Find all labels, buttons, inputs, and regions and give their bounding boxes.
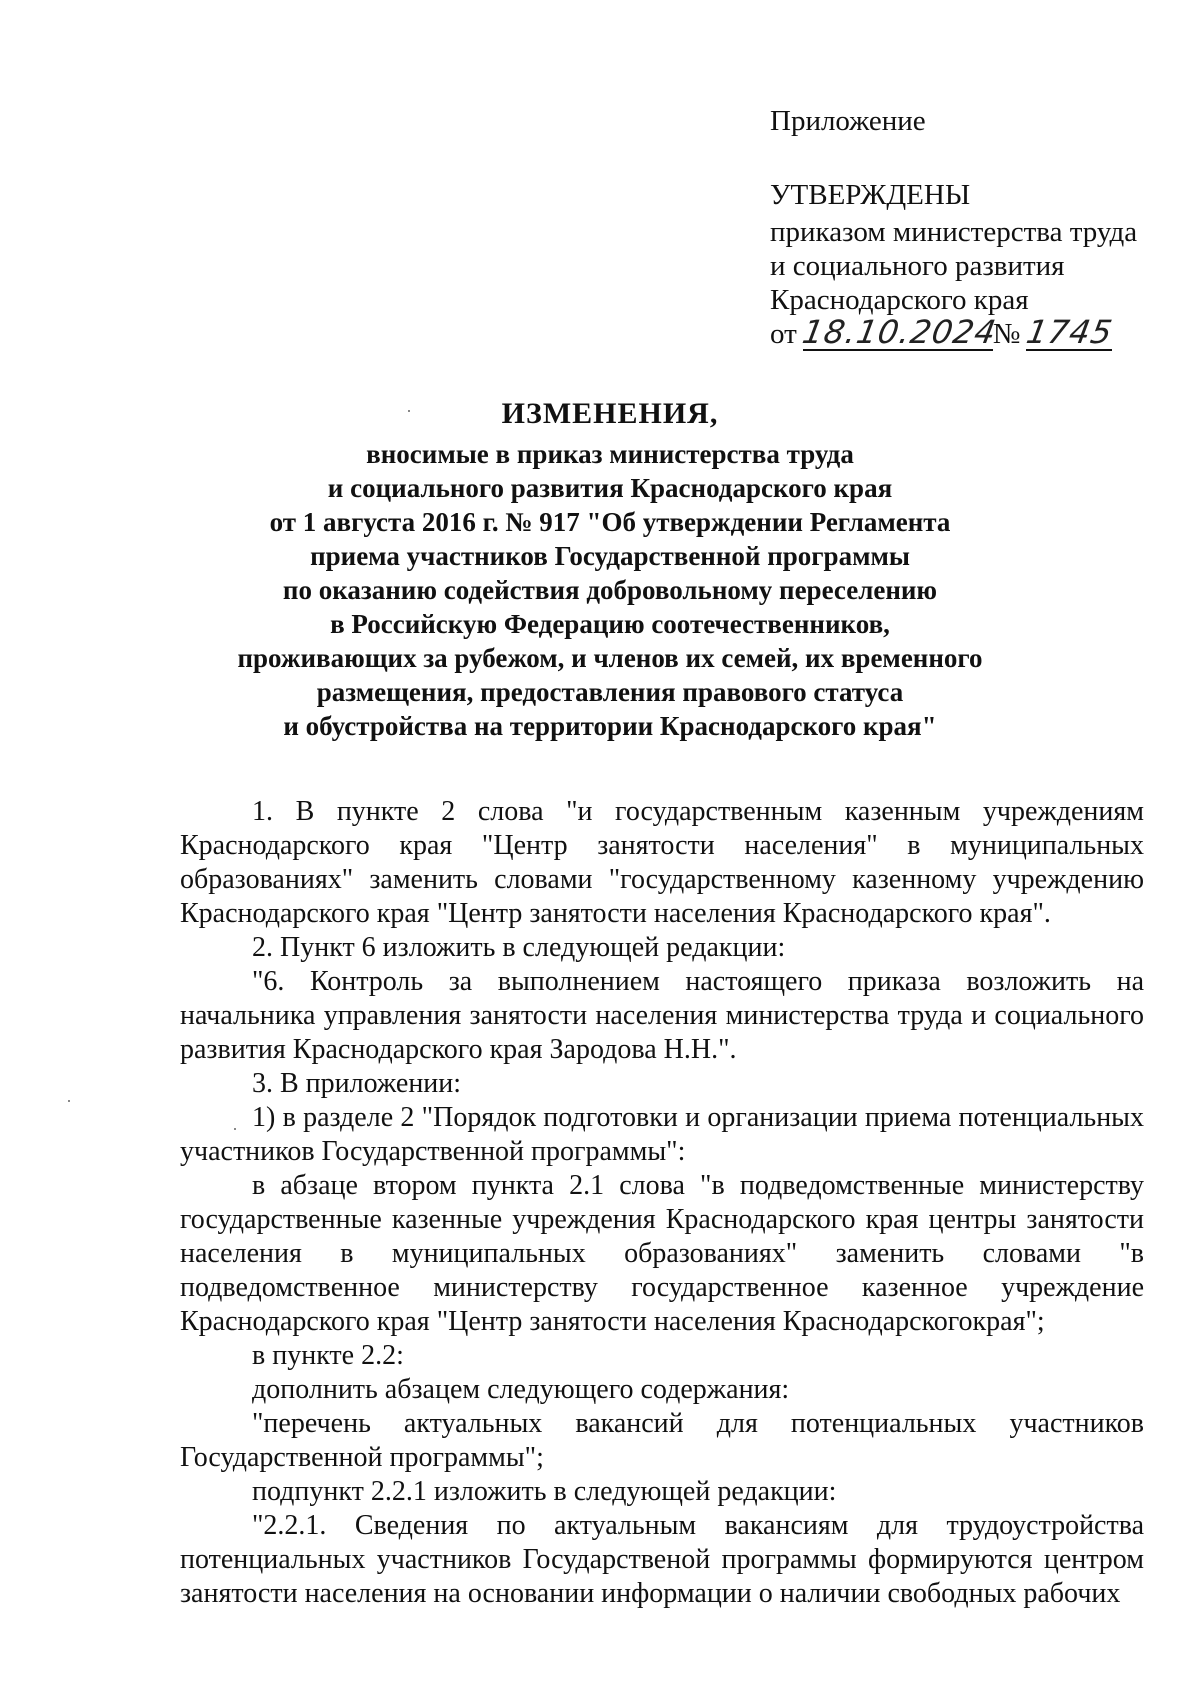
approval-block [770,104,1170,357]
document-title-block [180,397,1040,743]
order-date-field [799,313,1000,351]
scan-speck [408,410,410,412]
document-title: ИЗМЕНЕНИЯ, [501,397,719,430]
body-paragraph: "перечень актуальных вакансий для потенциальных участников Государственной программы"; [180,1408,1144,1473]
from-label: от [770,318,797,350]
handwritten-number: 1745 [1023,313,1116,351]
body-paragraph: в пункте 2.2: [252,1340,404,1371]
title-line: размещения, предоставления правового статуса [316,677,904,707]
order-number-field [1023,313,1116,351]
body-paragraph: 1. В пункте 2 слова "и государственным казенным учреждениям Краснодарского края "Центр занятости населения" в муниципальных образованиях" заменить словами "государственному казенному учреждению Краснодарского края "Центр занятости населения Краснодарского края". [180,796,1144,929]
body-paragraph: 2. Пункт 6 изложить в следующей редакции: [252,932,786,963]
title-line: вносимые в приказ министерства труда [366,439,854,469]
approved-label: УТВЕРЖДЕНЫ [770,179,971,211]
body-paragraph: 3. В приложении: [252,1068,462,1099]
title-line: приема участников Государственной программы [310,541,910,571]
title-line: в Российскую Федерацию соотечественников, [330,609,890,639]
title-line: от 1 августа 2016 г. № 917 "Об утверждении Регламента [269,507,951,537]
title-line: проживающих за рубежом, и членов их семей, их временного [237,643,983,673]
body-paragraph: "6. Контроль за выполнением настоящего приказа возложить на начальника управления занятости населения министерства труда и социального развития Краснодарского края Зародова Н.Н.". [180,966,1144,1065]
title-line: и обустройства на территории Краснодарского края" [283,711,937,741]
title-line: и социального развития Краснодарского края [327,473,893,503]
body-paragraph: дополнить абзацем следующего содержания: [252,1374,790,1405]
approval-line-3: Краснодарского края [770,284,1029,316]
scan-speck [68,1100,70,1102]
scan-speck [234,1128,236,1130]
body-paragraph: "2.2.1. Сведения по актуальным вакансиям для трудоустройства потенциальных участников Государственой программы формируются центром занятости населения на основании информации о наличии свободных рабочих [180,1510,1144,1609]
handwritten-date: 18.10.2024 [799,313,1000,351]
title-line: по оказанию содействия добровольному переселению [282,575,938,605]
body-paragraph: в абзаце втором пункта 2.1 слова "в подведомственные министерству государственные казенные учреждения Краснодарского края центры занятости населения в муниципальных образованиях" заменить словами "в подведомственное министерству государственное казенное учреждение Краснодарского края "Центр занятости населения Краснодарскогокрая"; [180,1170,1144,1337]
document-body [180,795,1144,1611]
body-paragraph: подпункт 2.2.1 изложить в следующей редакции: [252,1476,837,1507]
body-paragraph: 1) в разделе 2 "Порядок подготовки и организации приема потенциальных участников Государственной программы": [180,1102,1144,1167]
approval-line-1: приказом министерства труда [770,216,1138,248]
number-label: № [992,318,1021,350]
annex-label: Приложение [770,105,926,137]
order-date-number-line [770,313,1170,357]
approval-line-2: и социального развития [770,250,1065,282]
